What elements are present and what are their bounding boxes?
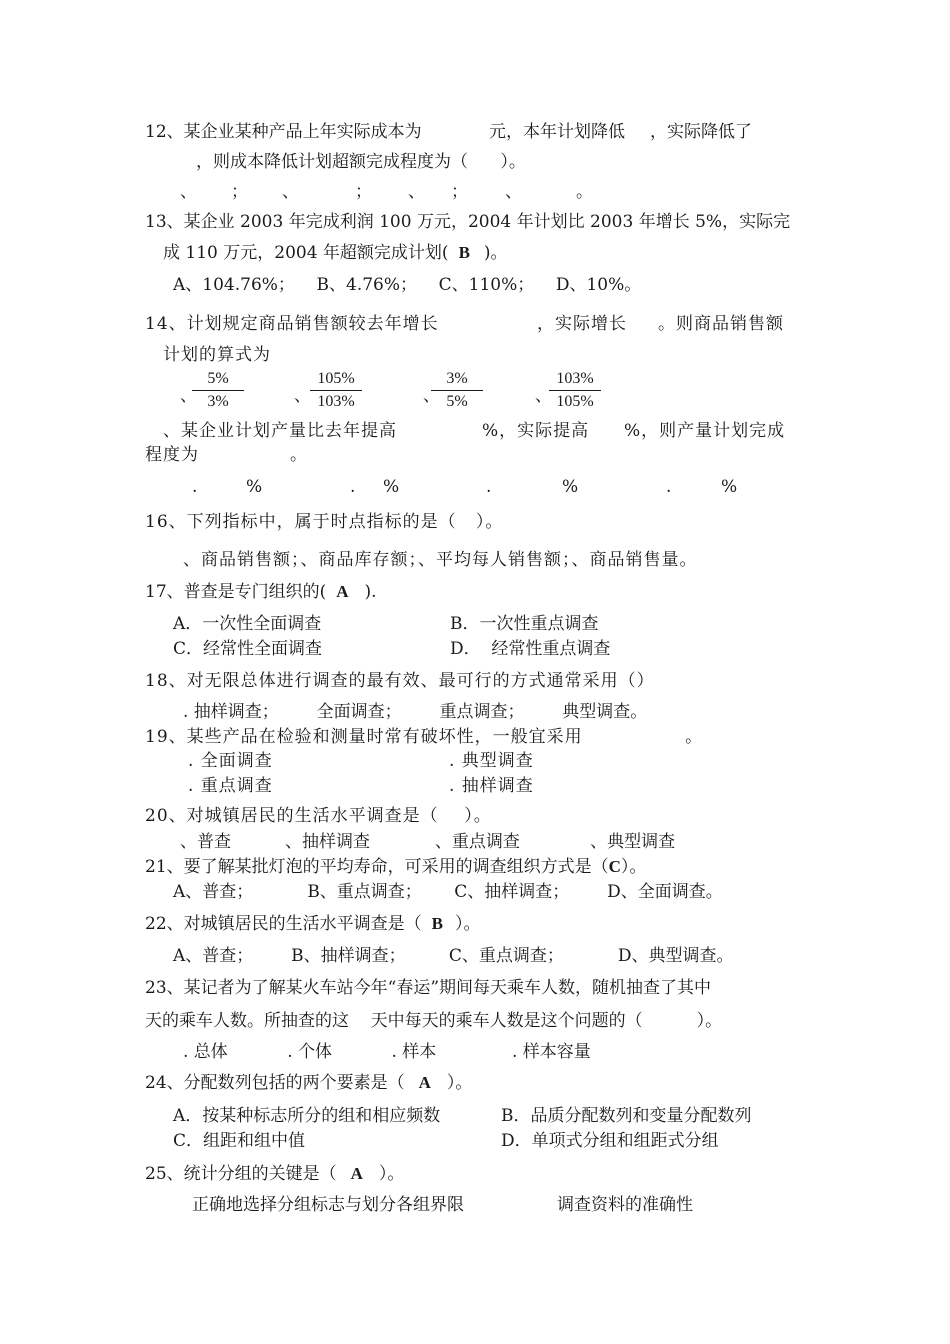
q12-opt-sep: 、 (180, 182, 197, 202)
q13-options: A、104.76%； B、4.76%； C、110%； D、10%。 (173, 275, 642, 295)
q17-option-d: D． 经常性重点调查 (450, 639, 611, 659)
q21-stem-b: ）。 (620, 857, 647, 877)
q12-opt-sep: ； (451, 182, 468, 202)
fraction-denominator: 105% (556, 393, 594, 410)
fraction-denominator: 3% (207, 393, 229, 410)
q13-answer: B (458, 243, 470, 262)
q24-option-c: C．组距和组中值 (173, 1131, 306, 1151)
q16-options: 、商品销售额；、商品库存额；、平均每人销售额；、商品销售量。 (183, 550, 698, 570)
q12-line1a: 12、某企业某种产品上年实际成本为 (145, 122, 422, 142)
q17-option-c: C．经常性全面调查 (173, 639, 323, 659)
q15-line1b: %，实际提高 (482, 421, 590, 441)
q19-stem: 19、某些产品在检验和测量时常有破坏性，一般宜采用 。 (145, 727, 704, 747)
q24-option-a: A．按某种标志所分的组和相应频数 (173, 1106, 441, 1126)
q12-opt-sep: 、 (505, 182, 522, 202)
q12-opt-sep: 、 (408, 182, 425, 202)
q15-opt-mark: . (666, 477, 672, 497)
q15-opt-mark: . (192, 477, 198, 497)
q22-stem-b: ）。 (454, 914, 481, 934)
q15-opt-mark: % (721, 477, 738, 497)
q13-line2a: 成 110 万元，2004 年超额完成计划( (163, 243, 449, 263)
q21-answer: C (608, 857, 621, 876)
q15-opt-mark: % (383, 477, 400, 497)
q25-answer: A (350, 1164, 363, 1183)
q24-stem (145, 1071, 472, 1095)
q18-stem: 18、对无限总体进行调查的最有效、最可行的方式通常采用（） (145, 671, 655, 691)
fraction-numerator: 3% (431, 368, 483, 391)
q20-stem: 20、对城镇居民的生活水平调查是（ ）。 (145, 806, 492, 826)
q19-option-b: . 典型调查 (449, 751, 534, 771)
q19-option-a: . 全面调查 (188, 751, 273, 771)
q14-sep: 、 (180, 386, 197, 406)
fraction-numerator: 103% (549, 368, 601, 391)
q15-opt-mark: . (350, 477, 356, 497)
q21-stem (145, 855, 646, 879)
q15-line1c: %，则产量计划完成 (624, 421, 786, 441)
q25-stem-a: 25、统计分组的关键是（ (145, 1164, 337, 1184)
q14-fraction-c (431, 368, 483, 413)
q22-options: A、普查； B、抽样调查； C、重点调查； D、典型调查。 (173, 946, 734, 966)
q12-opt-sep: 。 (576, 182, 593, 202)
q17-option-b: B．一次性重点调查 (450, 614, 599, 634)
q24-answer: A (418, 1073, 431, 1092)
q25-option-a: 正确地选择分组标志与划分各组界限 (192, 1195, 464, 1215)
q22-stem-a: 22、对城镇居民的生活水平调查是（ (145, 914, 422, 934)
fraction-denominator: 103% (317, 393, 355, 410)
fraction-numerator: 105% (310, 368, 362, 391)
q14-fraction-d (549, 368, 601, 413)
fraction-denominator: 5% (446, 393, 468, 410)
q12-line2: ，则成本降低计划超额完成程度为（ ）。 (196, 152, 526, 172)
q17-stem (145, 580, 377, 604)
q17-stem-a: 17、普查是专门组织的( (145, 582, 327, 602)
q23-line1: 23、某记者为了解某火车站今年“春运”期间每天乘车人数，随机抽查了其中 (145, 978, 712, 998)
q15-opt-mark: % (246, 477, 263, 497)
q14-line2: 计划的算式为 (163, 345, 271, 365)
q14-sep: 、 (294, 386, 311, 406)
q23-line2: 天的乘车人数。所抽查的这 天中每天的乘车人数是这个问题的（ ）。 (145, 1011, 723, 1031)
q24-option-b: B．品质分配数列和变量分配数列 (501, 1106, 752, 1126)
q24-stem-b: ）。 (446, 1073, 473, 1093)
fraction-numerator: 5% (192, 368, 244, 391)
q21-options: A、普查； B、重点调查； C、抽样调查； D、全面调查。 (173, 882, 723, 902)
q14-fraction-a (192, 368, 244, 413)
q17-answer: A (336, 582, 349, 601)
q12-line1b: 元，本年计划降低 (489, 122, 625, 142)
q14-line1a: 14、计划规定商品销售额较去年增长 (145, 314, 439, 334)
q12-opt-sep: ； (355, 182, 372, 202)
q21-stem-a: 21、要了解某批灯泡的平均寿命，可采用的调查组织方式是（ (145, 857, 609, 877)
q14-line1c: 。则商品销售额 (658, 314, 784, 334)
q25-stem (145, 1162, 404, 1186)
q24-option-d: D．单项式分组和组距式分组 (501, 1131, 719, 1151)
q25-option-b: 调查资料的准确性 (557, 1195, 693, 1215)
q17-option-a: A．一次性全面调查 (173, 614, 322, 634)
q15-line1a: 、某企业计划产量比去年提高 (163, 421, 397, 441)
q15-line2a: 程度为 (145, 445, 199, 465)
q19-option-c: . 重点调查 (188, 776, 273, 796)
q15-opt-mark: . (486, 477, 492, 497)
q20-options: 、普查 、抽样调查 、重点调查 、典型调查 (180, 832, 676, 852)
q25-stem-b: ）。 (378, 1164, 405, 1184)
q13-line1: 13、某企业 2003 年完成利润 100 万元，2004 年计划比 2003 年增长 5%，实际完 (145, 212, 791, 232)
q12-opt-sep: 、 (282, 182, 299, 202)
q14-sep: 、 (423, 386, 440, 406)
q18-options: . 抽样调查； 全面调查； 重点调查； 典型调查。 (183, 702, 648, 722)
q24-stem-a: 24、分配数列包括的两个要素是（ (145, 1073, 405, 1093)
q14-line1b: ，实际增长 (537, 314, 627, 334)
q23-options: . 总体 . 个体 . 样本 . 样本容量 (183, 1042, 591, 1062)
q13-line2b: )。 (483, 243, 508, 263)
q16-stem: 16、下列指标中，属于时点指标的是（ ）。 (145, 512, 504, 532)
q12-opt-sep: ； (231, 182, 248, 202)
q17-stem-b: ). (364, 582, 377, 602)
q22-stem (145, 912, 480, 936)
q14-fraction-b (310, 368, 362, 413)
q13-line2 (163, 241, 508, 265)
q12-line1c: ，实际降低了 (650, 122, 752, 142)
q22-answer: B (431, 914, 443, 933)
q19-option-d: . 抽样调查 (449, 776, 534, 796)
q15-line2b: 。 (290, 445, 307, 465)
q14-sep: 、 (535, 386, 552, 406)
q15-opt-mark: % (562, 477, 579, 497)
